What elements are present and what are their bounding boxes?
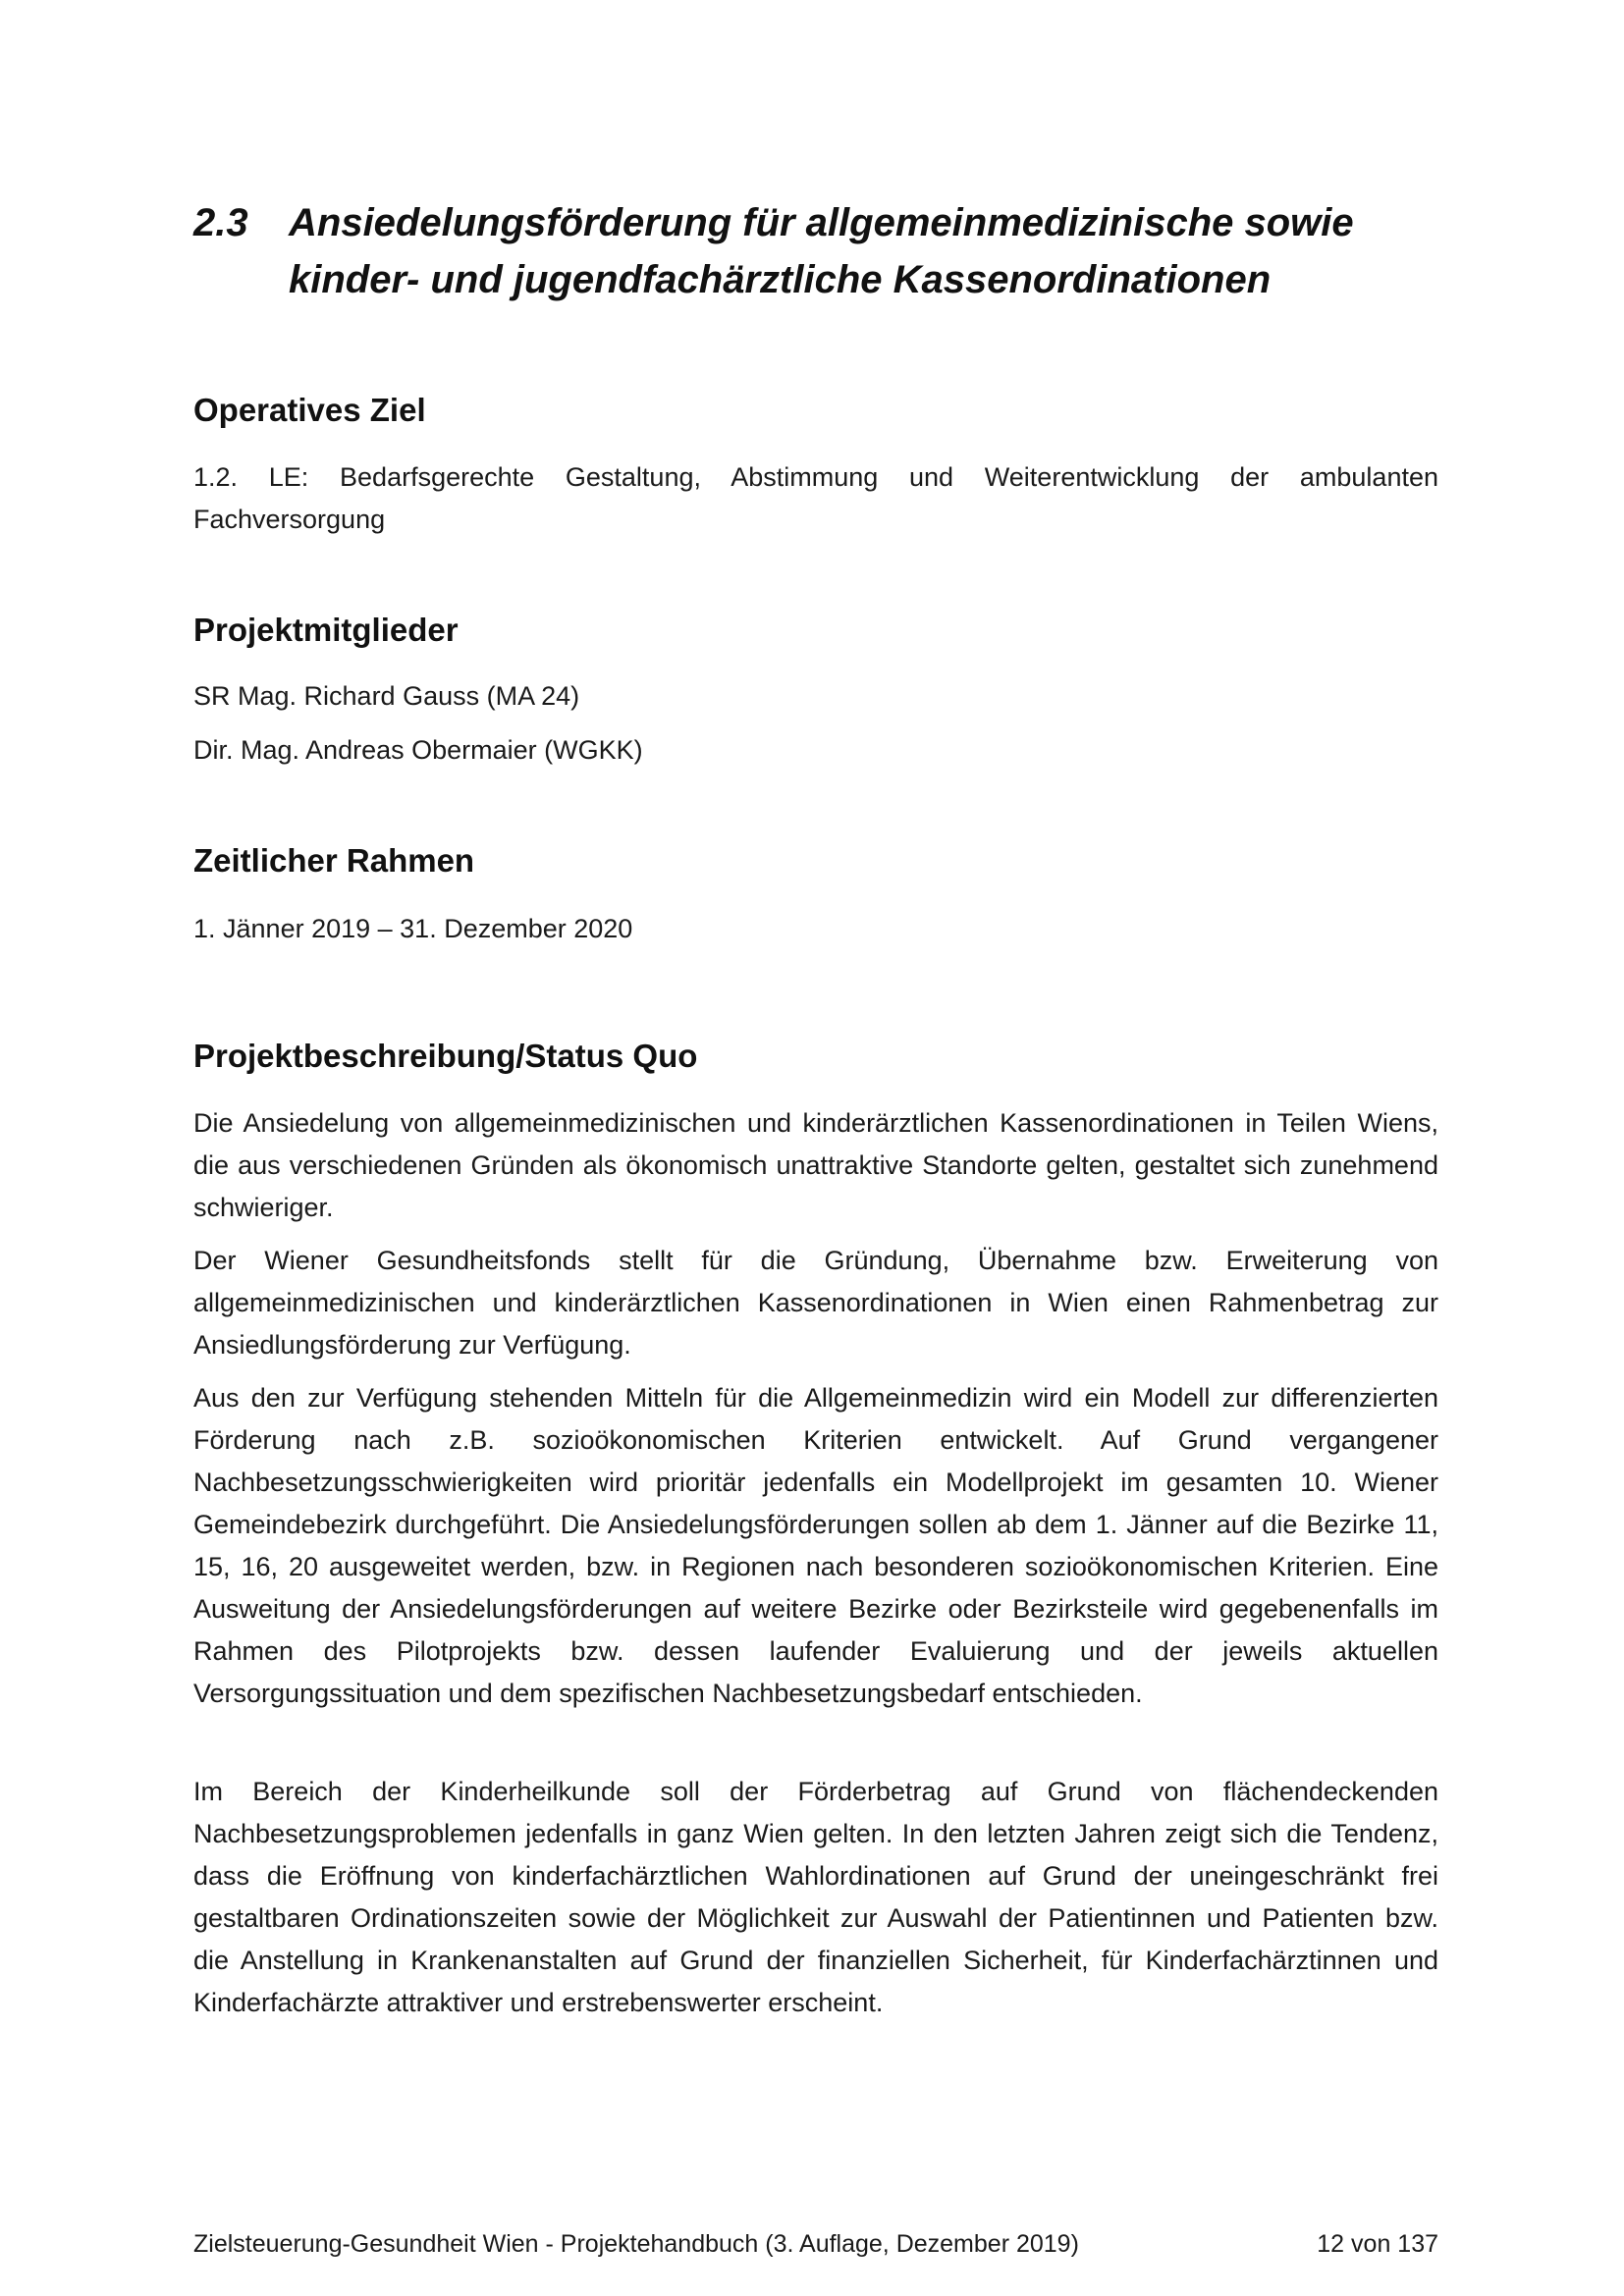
- footer-document-title: Zielsteuerung-Gesundheit Wien - Projektehandbuch (3. Auflage, Dezember 2019): [193, 2230, 1079, 2258]
- zeitlicher-rahmen-text: 1. Jänner 2019 – 31. Dezember 2020: [193, 914, 633, 943]
- projektmitglied-2: Dir. Mag. Andreas Obermaier (WGKK): [193, 735, 643, 765]
- footer-page-number: 12 von 137: [1317, 2230, 1438, 2258]
- operatives-ziel-heading: Operatives Ziel: [193, 392, 426, 428]
- paragraph-2: Der Wiener Gesundheitsfonds stellt für die Gründung, Übernahme bzw. Erweiterung von allgemeinmedizinischen und kinderärztlichen Kassenordinationen in Wien einen Rahmenbetrag zur Ansiedlungsförderung zur Verfügung.: [193, 1246, 1438, 1360]
- operatives-ziel-text: 1.2. LE: Bedarfsgerechte Gestaltung, Abstimmung und Weiterentwicklung der ambulanten Fachversorgung: [193, 462, 1438, 534]
- projektmitglied-1: SR Mag. Richard Gauss (MA 24): [193, 681, 580, 711]
- paragraph-3: Aus den zur Verfügung stehenden Mitteln für die Allgemeinmedizin wird ein Modell zur differenzierten Förderung nach z.B. sozioökonomischen Kriterien entwickelt. Auf Grund vergangener Nachbesetzungsschwierigkeiten wird prioritär jedenfalls ein Modellprojekt im gesamten 10. Wiener Gemeindebezirk durchgeführt. Die Ansiedelungsförderungen sollen ab dem 1. Jänner auf die Bezirke 11, 15, 16, 20 ausgeweitet werden, bzw. in Regionen nach besonderen sozioökonomischen Kriterien. Eine Ausweitung der Ansiedelungsförderungen auf weitere Bezirke oder Bezirksteile wird gegebenenfalls im Rahmen des Pilotprojekts bzw. dessen laufender Evaluierung und der jeweils aktuellen Versorgungssituation und dem spezifischen Nachbesetzungsbedarf entschieden.: [193, 1383, 1438, 1708]
- chapter-number: 2.3: [193, 201, 248, 244]
- paragraph-4: Im Bereich der Kinderheilkunde soll der Förderbetrag auf Grund von flächendeckenden Nachbesetzungsproblemen jedenfalls in ganz Wien gelten. In den letzten Jahren zeigt sich die Tendenz, dass die Eröffnung von kinderfachärztlichen Wahlordinationen auf Grund der uneingeschränkt frei gestaltbaren Ordinationszeiten sowie der Möglichkeit zur Auswahl der Patientinnen und Patienten bzw. die Anstellung in Krankenanstalten auf Grund der finanziellen Sicherheit, für Kinderfachärztinnen und Kinderfachärzte attraktiver und erstrebenswerter erscheint.: [193, 1777, 1438, 2017]
- document-page: [193, 0, 1438, 2296]
- page-footer: [193, 2228, 1438, 2260]
- chapter-title: Ansiedelungsförderung für allgemeinmedizinische sowie kinder- und jugendfachärztliche Kassenordinationen: [289, 201, 1354, 301]
- projektmitglieder-heading: Projektmitglieder: [193, 612, 459, 648]
- zeitlicher-rahmen-heading: Zeitlicher Rahmen: [193, 842, 475, 879]
- paragraph-1: Die Ansiedelung von allgemeinmedizinischen und kinderärztlichen Kassenordinationen in Teilen Wiens, die aus verschiedenen Gründen als ökonomisch unattraktive Standorte gelten, gestaltet sich zunehmend schwieriger.: [193, 1108, 1438, 1222]
- chapter-heading: [193, 194, 1438, 308]
- projektbeschreibung-heading: Projektbeschreibung/Status Quo: [193, 1038, 698, 1074]
